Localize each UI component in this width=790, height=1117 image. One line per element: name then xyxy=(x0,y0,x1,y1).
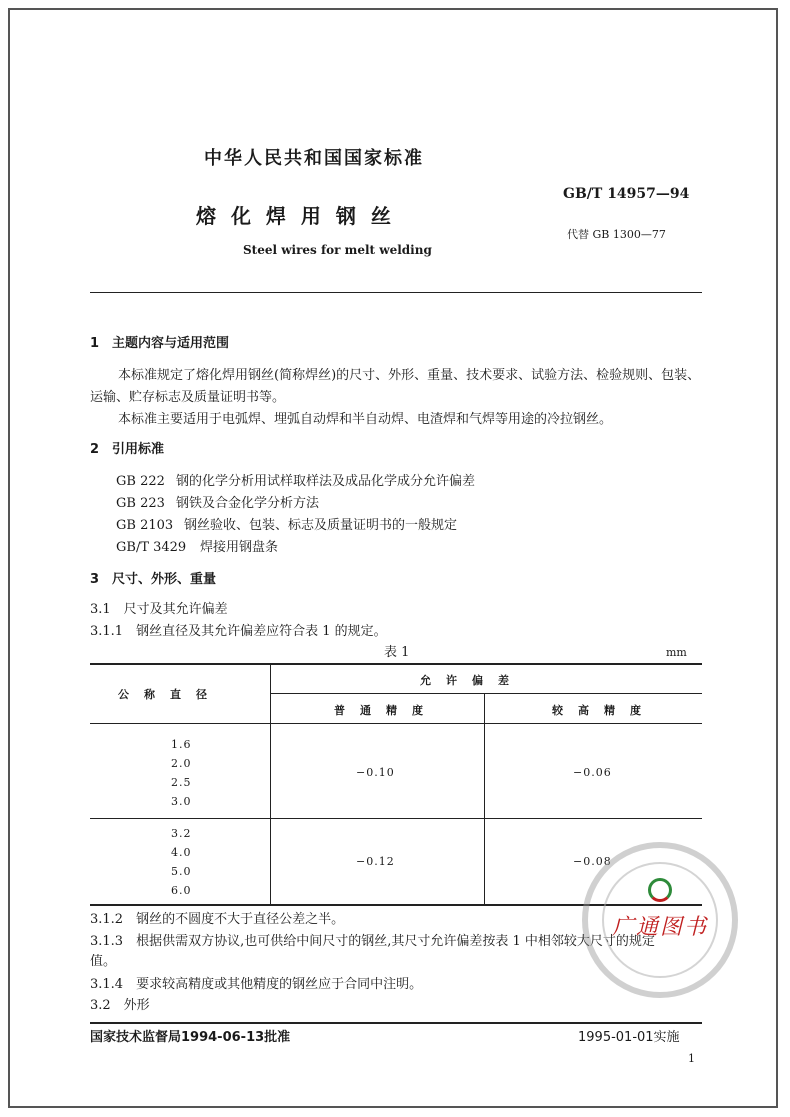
implementation-date: 1995-01-01实施 xyxy=(578,1030,680,1045)
clause-3-2: 3.2 外形 xyxy=(90,998,150,1013)
footer-divider xyxy=(90,1022,702,1024)
reference-code: GB/T 3429 xyxy=(116,540,187,555)
reference-title: 焊接用钢盘条 xyxy=(200,540,279,555)
reference-item xyxy=(116,472,475,492)
reference-code: GB 222 xyxy=(116,474,165,489)
table-header-tolerance: 允 许 偏 差 xyxy=(420,674,511,687)
table-cell-diameter: 2.5 xyxy=(171,776,192,789)
approval-note: 国家技术监督局1994-06-13批准 xyxy=(90,1030,291,1045)
section-1-paragraph-2: 本标准主要适用于电弧焊、埋弧自动焊和半自动焊、电渣焊和气焊等用途的冷拉钢丝。 xyxy=(118,412,613,427)
table-cell-diameter: 3.0 xyxy=(171,795,192,808)
clause-3-1: 3.1 尺寸及其允许偏差 xyxy=(90,602,228,617)
table-cell-diameter: 4.0 xyxy=(171,846,192,859)
table-group-divider xyxy=(90,818,702,819)
reference-item xyxy=(116,494,319,514)
clause-3-1-3: 3.1.3 根据供需双方协议,也可供给中间尺寸的钢丝,其尺寸允许偏差按表 1 中相邻较大尺寸的规定 xyxy=(90,934,655,949)
clause-3-1-3-cont: 值。 xyxy=(90,954,117,969)
reference-item xyxy=(116,538,278,558)
table-cell-diameter: 5.0 xyxy=(171,865,192,878)
reference-code: GB 223 xyxy=(116,496,165,511)
reference-title: 钢铁及合金化学分析方法 xyxy=(176,496,320,511)
seal-text: 广通图书 xyxy=(611,915,708,940)
section-3-heading: 3 尺寸、外形、重量 xyxy=(90,572,217,587)
table-cell-diameter: 1.6 xyxy=(171,738,192,751)
section-1-paragraph-1: 本标准规定了熔化焊用钢丝(简称焊丝)的尺寸、外形、重量、技术要求、试验方法、检验规则、包装、 xyxy=(118,368,701,383)
table-cell-diameter: 3.2 xyxy=(171,827,192,840)
replaces-note: 代替 GB 1300—77 xyxy=(567,228,666,241)
table-cell-high-tolerance: −0.06 xyxy=(573,766,612,779)
seal-logo-icon xyxy=(648,878,672,902)
table-cell-normal-tolerance: −0.12 xyxy=(356,855,395,868)
standard-code: GB/T 14957—94 xyxy=(563,186,690,202)
table-cell-high-tolerance: −0.08 xyxy=(573,855,612,868)
reference-title: 钢丝验收、包装、标志及质量证明书的一般规定 xyxy=(184,518,458,533)
table-cell-diameter: 6.0 xyxy=(171,884,192,897)
section-2-heading: 2 引用标准 xyxy=(90,442,165,457)
clause-3-1-1: 3.1.1 钢丝直径及其允许偏差应符合表 1 的规定。 xyxy=(90,624,387,639)
reference-code: GB 2103 xyxy=(116,518,174,533)
table-top-rule xyxy=(90,663,702,665)
section-1-heading: 1 主题内容与适用范围 xyxy=(90,336,230,351)
table-header-high-precision: 较 高 精 度 xyxy=(552,704,643,717)
table-subheader-rule xyxy=(270,693,702,694)
publisher-seal xyxy=(582,842,738,998)
table-caption: 表 1 xyxy=(384,645,410,660)
document-title-en: Steel wires for melt welding xyxy=(243,243,432,257)
document-title-cn: 熔 化 焊 用 钢 丝 xyxy=(196,204,395,228)
table-column-divider xyxy=(484,693,485,904)
table-header-bottom-rule xyxy=(90,723,702,724)
national-standard-heading: 中华人民共和国国家标准 xyxy=(204,148,424,169)
page-number: 1 xyxy=(688,1052,695,1065)
table-header-diameter: 公 称 直 径 xyxy=(118,688,209,701)
clause-3-1-4: 3.1.4 要求较高精度或其他精度的钢丝应于合同中注明。 xyxy=(90,977,423,992)
section-1-paragraph-1-cont: 运输、贮存标志及质量证明书等。 xyxy=(90,390,286,405)
table-unit: mm xyxy=(666,646,687,659)
table-header-normal-precision: 普 通 精 度 xyxy=(334,704,425,717)
reference-title: 钢的化学分析用试样取样法及成品化学成分允许偏差 xyxy=(176,474,476,489)
clause-3-1-2: 3.1.2 钢丝的不圆度不大于直径公差之半。 xyxy=(90,912,345,927)
table-column-divider xyxy=(270,663,271,904)
table-cell-normal-tolerance: −0.10 xyxy=(356,766,395,779)
table-cell-diameter: 2.0 xyxy=(171,757,192,770)
reference-item xyxy=(116,516,457,536)
header-divider xyxy=(90,292,702,293)
